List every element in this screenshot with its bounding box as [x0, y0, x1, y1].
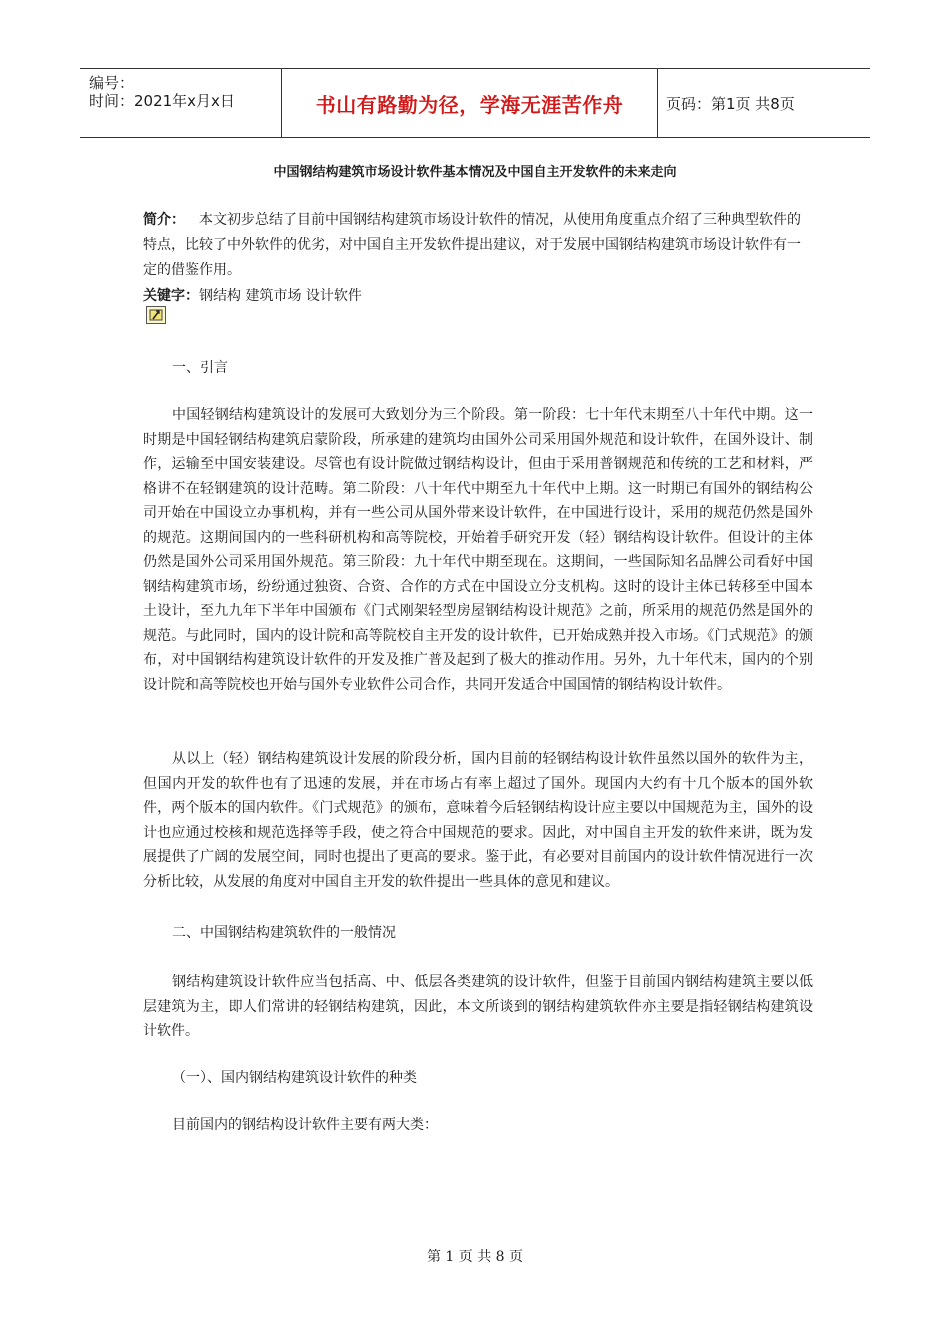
- abstract-label: 简介：: [143, 212, 185, 228]
- keywords-label: 关键字：: [143, 288, 199, 304]
- document-title: 中国钢结构建筑市场设计软件基本情况及中国自主开发软件的未来走向: [273, 165, 677, 180]
- abstract-text: 本文初步总结了目前中国钢结构建筑市场设计软件的情况，从使用角度重点介绍了三种典型软件的特点，比较了中外软件的优劣，对中国自主开发软件提出建议，对于发展中国钢结构建筑市场设计软件有一定的借鉴作用。: [143, 212, 801, 278]
- paragraph-intro-2: 从以上（轻）钢结构建筑设计发展的阶段分析，国内目前的轻钢结构设计软件虽然以国外的软件为主，但国内开发的软件也有了迅速的发展，并在市场占有率上超过了国外。现国内大约有十几个版本的国外软件，两个版本的国内软件。《门式规范》的颁布，意味着今后轻钢结构设计应主要以中国规范为主，国外的设计也应通过校核和规范选择等手段，使之符合中国规范的要求。因此，对中国自主开发的软件来讲，既为发展提供了广阔的发展空间，同时也提出了更高的要求。鉴于此，有必要对目前国内的设计软件情况进行一次分析比较，从发展的角度对中国自主开发的软件提出一些具体的意见和建议。: [143, 751, 813, 890]
- header-info: [80, 69, 281, 137]
- page-header: [80, 68, 870, 138]
- header-motto: 书山有路勤为径，学海无涯苦作舟: [281, 69, 658, 137]
- abstract: [143, 208, 813, 283]
- paragraph-section-2-2: 目前国内的钢结构设计软件主要有两大类：: [172, 1117, 438, 1133]
- keywords-text: 钢结构 建筑市场 设计软件: [199, 288, 362, 304]
- embedded-object-icon[interactable]: [146, 306, 166, 324]
- paragraph-intro-1: 中国轻钢结构建筑设计的发展可大致划分为三个阶段。第一阶段：七十年代末期至八十年代中期。这一时期是中国轻钢结构建筑启蒙阶段，所承建的建筑均由国外公司采用国外规范和设计软件，在国外设计、制作，运输至中国安装建设。尽管也有设计院做过钢结构设计，但由于采用普钢规范和传统的工艺和材料，严格讲不在轻钢建筑的设计范畴。第二阶段：八十年代中期至九十年代中上期。这一时期已有国外的钢结构公司开始在中国设立办事机构，并有一些公司从国外带来设计软件，在中国进行设计，采用的规范仍然是国外的规范。这期间国内的一些科研机构和高等院校，开始着手研究开发（轻）钢结构设计软件。但设计的主体仍然是国外公司采用国外规范。第三阶段：九十年代中期至现在。这期间，一些国际知名品牌公司看好中国钢结构建筑市场，纷纷通过独资、合资、合作的方式在中国设立分支机构。这时的设计主体已转移至中国本土设计，至九九年下半年中国颁布《门式刚架轻型房屋钢结构设计规范》之前，所采用的规范仍然是国外的规范。与此同时，国内的设计院和高等院校自主开发的设计软件，已开始成熟并投入市场。《门式规范》的颁布，对中国钢结构建筑设计软件的开发及推广普及起到了极大的推动作用。另外，九十年代末，国内的个别设计院和高等院校也开始与国外专业软件公司合作，共同开发适合中国国情的钢结构设计软件。: [143, 407, 813, 693]
- header-page-info: 页码：第1页 共8页: [666, 94, 795, 113]
- page-footer: 第 1 页 共 8 页: [426, 1249, 524, 1265]
- keywords: [143, 284, 813, 309]
- subsection-heading: （一）、国内钢结构建筑设计软件的种类: [172, 1070, 417, 1086]
- document-number-label: 编号：: [89, 74, 135, 92]
- document-time-label: 时间：2021年x月x日: [89, 92, 235, 110]
- section-heading-intro: 一、引言: [172, 360, 228, 376]
- section-heading-2: 二、中国钢结构建筑软件的一般情况: [172, 925, 396, 941]
- package-icon: [147, 307, 165, 323]
- paragraph-section-2-1: 钢结构建筑设计软件应当包括高、中、低层各类建筑的设计软件，但鉴于目前国内钢结构建筑主要以低层建筑为主，即人们常讲的轻钢结构建筑，因此，本文所谈到的钢结构建筑软件亦主要是指轻钢结构建筑设计软件。: [143, 974, 813, 1039]
